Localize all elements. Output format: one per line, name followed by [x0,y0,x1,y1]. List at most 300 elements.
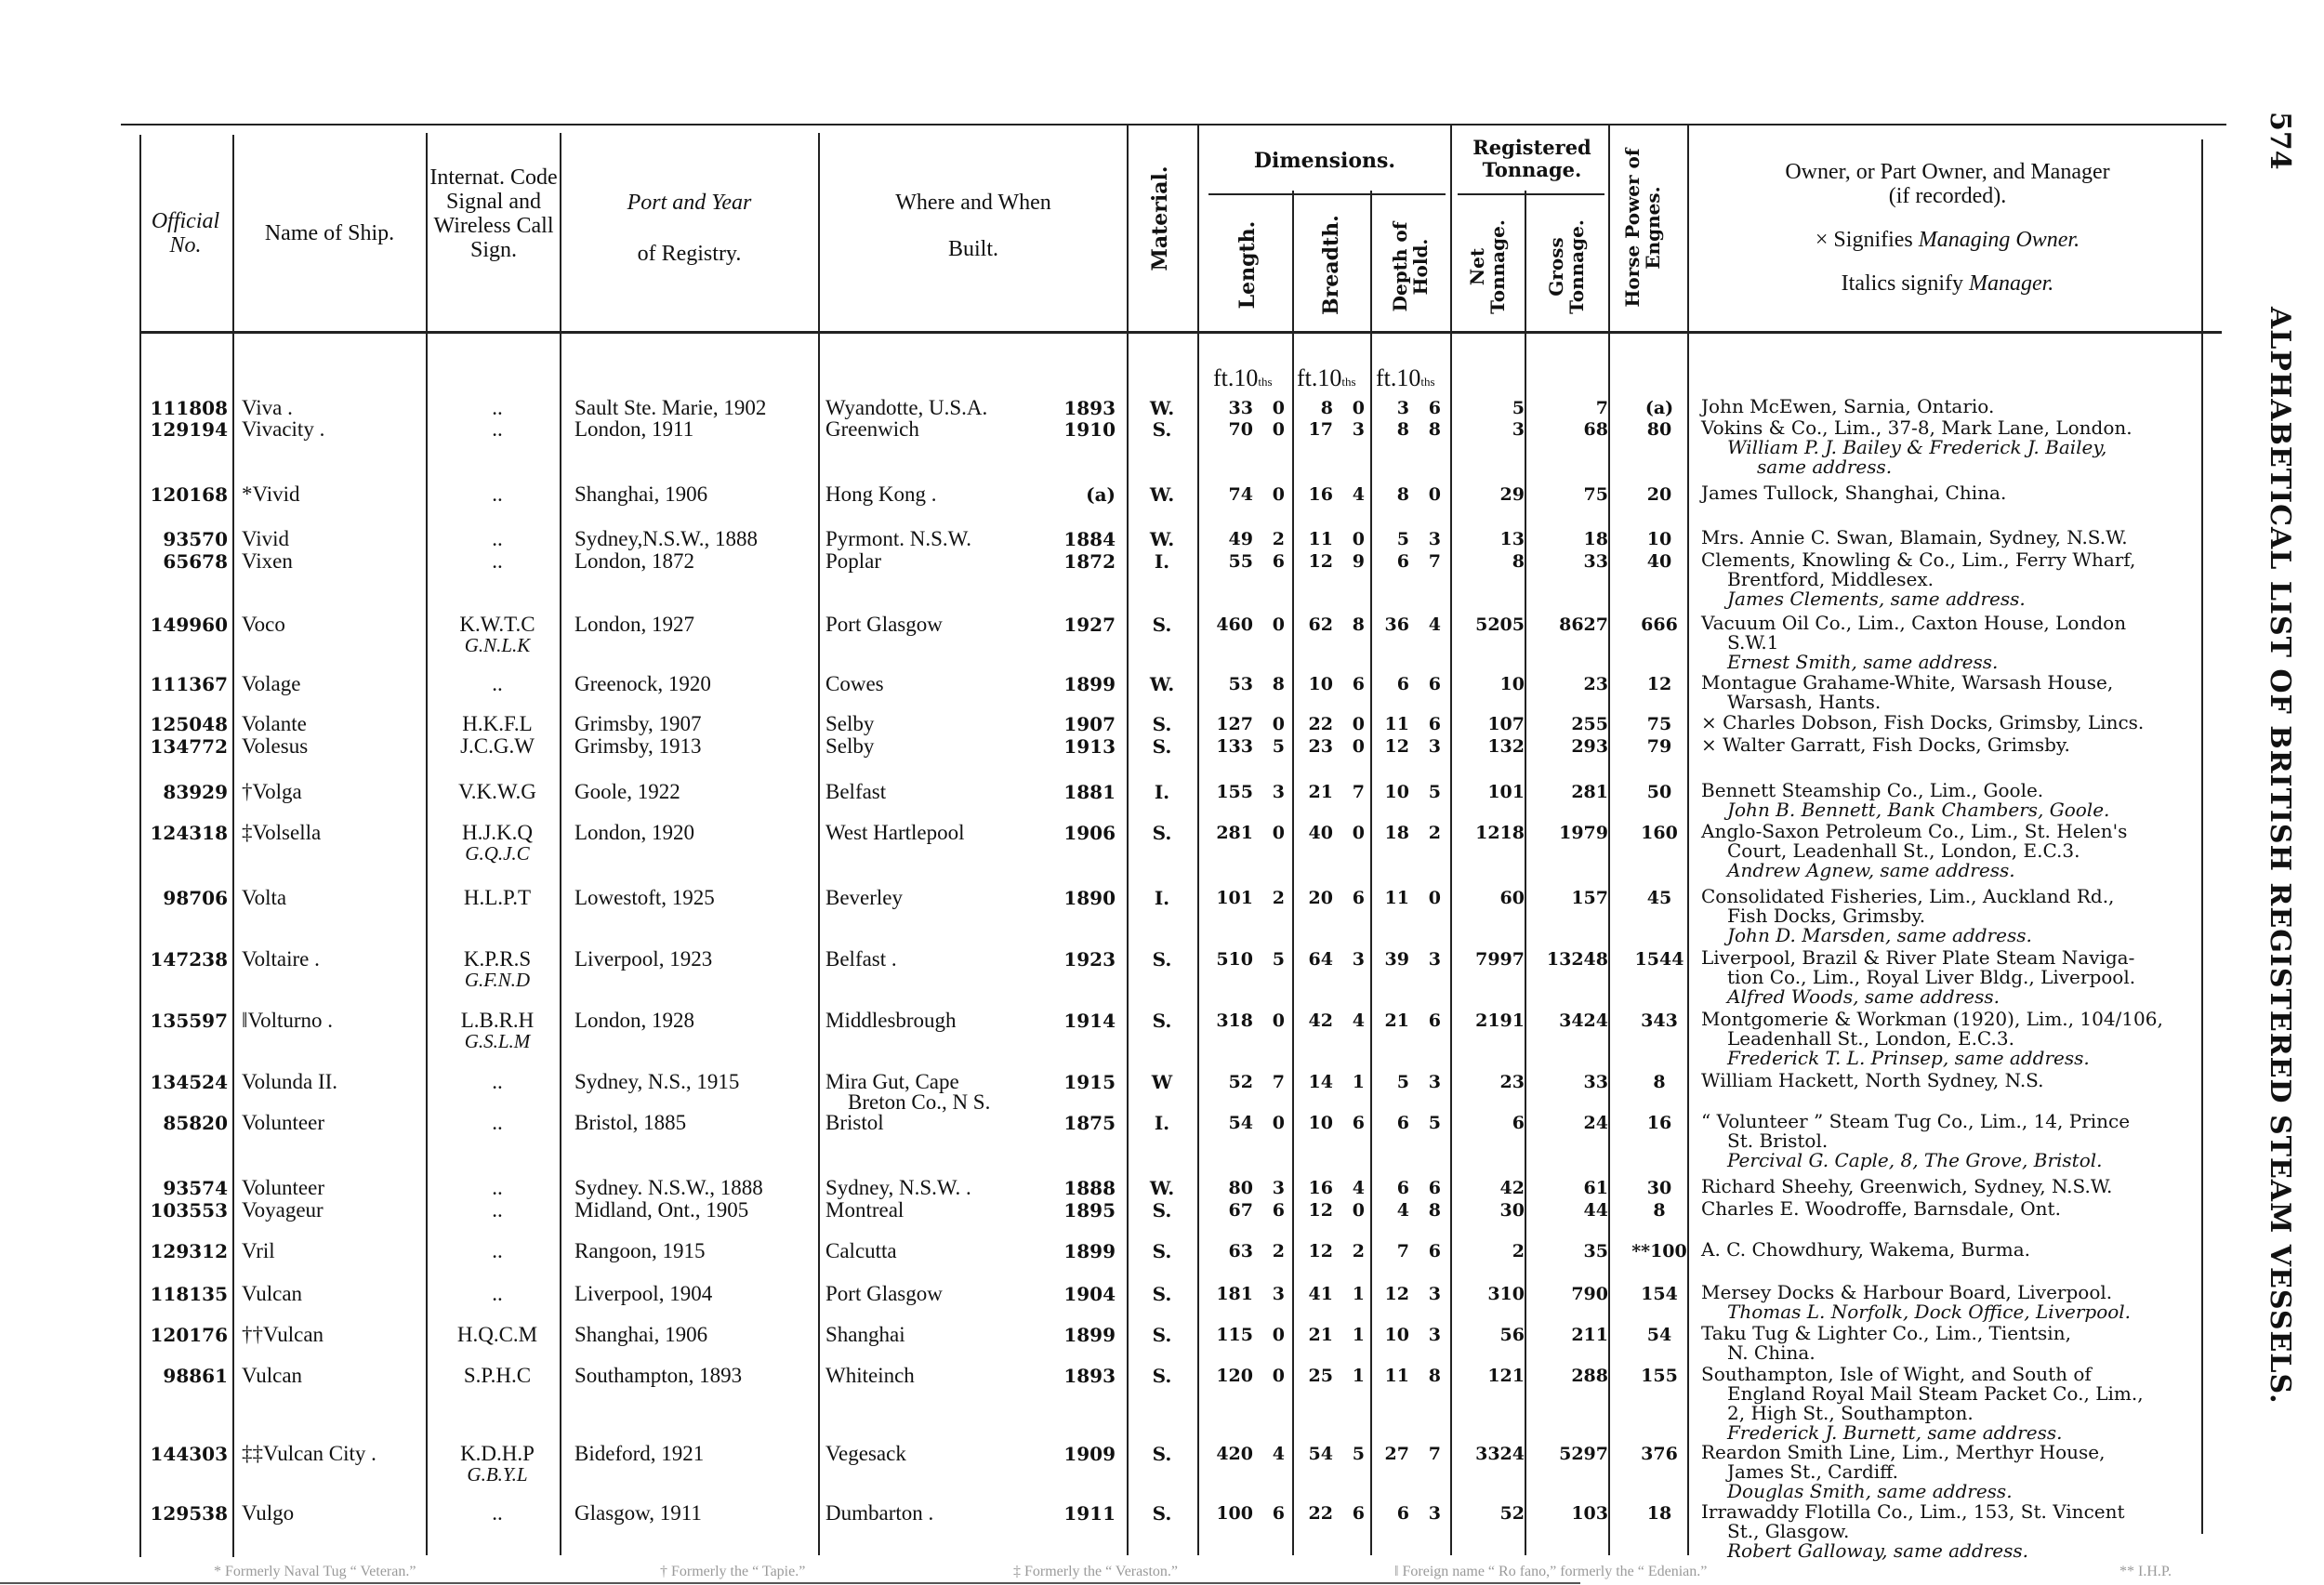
length-ft: 54 [1228,1113,1253,1133]
port-of-registry: Grimsby, 1913 [574,734,702,758]
depth-ft: 11 [1384,1366,1409,1386]
gross-tonnage: 288 [1571,1366,1608,1386]
where-built: Wyandotte, U.S.A. [825,396,988,419]
horse-power: 30 [1646,1178,1672,1198]
horse-power: 8 [1653,1200,1666,1221]
code-signal: S.P.H.C [463,1364,532,1387]
owner [1701,1177,2222,1196]
code-signal: K.D.H.P [460,1442,535,1465]
net-tonnage: 7997 [1475,949,1525,970]
net-tonnage: 5205 [1475,614,1525,635]
breadth-ft: 16 [1308,1178,1333,1198]
horse-power: 376 [1641,1444,1678,1464]
material: S. [1152,735,1172,758]
net-tonnage: 29 [1499,484,1525,505]
horse-power: 80 [1646,419,1672,440]
owner [1701,1240,2222,1260]
year-built: 1907 [1063,713,1116,735]
breadth-ft: 17 [1308,419,1333,440]
code-signal: K.P.R.S [463,947,532,971]
horse-power: 45 [1646,888,1672,908]
unit-breadth [1297,364,1356,392]
depth-ft: 6 [1396,1113,1409,1133]
port-of-registry: Liverpool, 1904 [574,1282,713,1305]
unit-ths: ths [1420,375,1435,389]
where-built: Dumbarton . [825,1501,934,1525]
horse-power: 20 [1646,484,1672,505]
footnote: ‡ Formerly the “ Veraston.” [1013,1564,1178,1579]
port-of-registry: London, 1920 [574,821,695,844]
length-tenths: 0 [1272,1325,1285,1345]
where-built: Greenwich [825,417,919,441]
col-divider [1292,191,1294,1555]
gross-tonnage: 1979 [1559,823,1608,843]
breadth-tenths: 8 [1352,614,1365,635]
wireless-call-sign: G.B.Y.L [467,1463,528,1486]
header-owner-italics-note [1692,271,2203,296]
length-tenths: 3 [1272,1284,1285,1304]
header-signal: Internat. Code Signal and Wireless Call Sign. [429,165,558,262]
year-built: 1893 [1063,1365,1116,1387]
code-signal: V.K.W.G [458,780,536,803]
owner-line: Montague Grahame-White, Warsash House, [1701,671,2114,693]
gross-tonnage: 157 [1571,888,1608,908]
gross-tonnage: 33 [1583,551,1608,572]
depth-tenths: 5 [1428,782,1441,802]
material: S. [1152,418,1172,441]
code-signal: .. [492,1198,503,1222]
gross-tonnage: 5297 [1559,1444,1608,1464]
year-built: 1927 [1063,614,1116,636]
depth-tenths: 6 [1428,1241,1441,1261]
length-tenths: 6 [1272,551,1285,572]
material: S. [1152,822,1172,844]
length-tenths: 6 [1272,1200,1285,1221]
official-number: 85820 [163,1112,228,1134]
code-signal: H.Q.C.M [456,1323,538,1346]
ship-name: Vivacity . [242,417,325,441]
code-signal: .. [492,396,503,419]
length-tenths: 8 [1272,674,1285,694]
header-length: Length. [1235,220,1260,310]
dimensions-underline [1208,193,1446,195]
owner-line: Warsash, Hants. [1727,691,1882,713]
depth-ft: 18 [1384,823,1409,843]
gross-tonnage: 75 [1583,484,1608,505]
owner-line: × Walter Garratt, Fish Docks, Grimsby. [1701,733,2070,756]
header-owner-2: (if recorded). [1888,184,2007,208]
gross-tonnage: 293 [1571,736,1608,757]
year-built: 1899 [1063,1324,1116,1346]
year-built: 1906 [1063,822,1116,844]
breadth-ft: 23 [1308,736,1333,757]
net-tonnage: 3324 [1475,1444,1525,1464]
owner [1701,483,2222,503]
col-divider [1608,124,1610,1555]
owner-line: Clements, Knowling & Co., Lim., Ferry Wharf, [1701,548,2136,571]
where-built: Montreal [825,1198,905,1222]
official-number: 149960 [150,614,228,636]
where-built: Cowes [825,672,884,695]
breadth-tenths: 0 [1352,714,1365,734]
net-tonnage: 30 [1499,1200,1525,1221]
official-number: 129538 [150,1502,228,1525]
length-tenths: 0 [1272,484,1285,505]
header-port-year-1: Port and Year [627,191,752,215]
manager-line: Frederick J. Burnett, same address. [1727,1421,2063,1444]
owner-line: Irrawaddy Flotilla Co., Lim., 153, St. Vincent [1701,1500,2125,1523]
gross-tonnage: 33 [1583,1072,1608,1092]
owner [1701,528,2222,548]
owner-line: Fish Docks, Grimsby. [1727,905,1926,927]
header-owner-managing-note [1692,228,2203,252]
owner-line: Richard Sheehy, Greenwich, Sydney, N.S.W. [1701,1175,2113,1197]
depth-tenths: 3 [1428,949,1441,970]
header-name-of-ship: Name of Ship. [264,221,395,245]
breadth-tenths: 6 [1352,1503,1365,1524]
net-tonnage: 101 [1487,782,1525,802]
breadth-tenths: 3 [1352,419,1365,440]
unit-length [1213,364,1273,392]
year-built: 1884 [1063,528,1116,550]
gross-tonnage: 24 [1583,1113,1608,1133]
breadth-tenths: 0 [1352,529,1365,549]
code-signal: .. [492,1176,503,1199]
unit-10: 10 [1234,364,1259,391]
code-signal: .. [492,527,503,550]
length-ft: 74 [1228,484,1253,505]
unit-10: 10 [1317,364,1342,391]
unit-ft: ft. [1376,364,1397,391]
length-tenths: 3 [1272,782,1285,802]
code-signal: K.W.T.C [459,613,535,636]
horse-power: 160 [1641,823,1678,843]
manager-line: Alfred Woods, same address. [1727,985,2000,1008]
code-signal: .. [492,1070,503,1093]
port-of-registry: Midland, Ont., 1905 [574,1198,749,1222]
port-of-registry: Sydney, N.S., 1915 [574,1070,740,1093]
breadth-ft: 21 [1308,1325,1333,1345]
depth-tenths: 7 [1428,551,1441,572]
depth-ft: 5 [1396,529,1409,549]
year-built: 1890 [1063,887,1116,909]
port-of-registry: Liverpool, 1923 [574,947,713,971]
depth-tenths: 3 [1428,1284,1441,1304]
length-ft: 133 [1216,736,1253,757]
port-of-registry: Lowestoft, 1925 [574,886,715,909]
breadth-ft: 11 [1308,529,1333,549]
ship-name: Vulcan [242,1282,303,1305]
breadth-ft: 14 [1308,1072,1333,1092]
ship-name: Volunteer [242,1176,325,1199]
breadth-tenths: 0 [1352,736,1365,757]
length-ft: 318 [1216,1010,1253,1031]
length-tenths: 0 [1272,1113,1285,1133]
where-built: Bristol [825,1111,884,1134]
port-of-registry: Shanghai, 1906 [574,482,708,506]
where-built: Shanghai [825,1323,905,1346]
official-number: 124318 [150,822,228,844]
depth-ft: 4 [1396,1200,1409,1221]
owner-line: Charles E. Woodroffe, Barnsdale, Ont. [1701,1197,2061,1220]
official-number: 120176 [150,1324,228,1346]
gross-tonnage: 255 [1571,714,1608,734]
official-number: 103553 [150,1199,228,1222]
code-signal: .. [492,417,503,441]
breadth-tenths: 1 [1352,1284,1365,1304]
depth-ft: 36 [1384,614,1409,635]
official-number: 144303 [150,1443,228,1465]
unit-ft: ft. [1213,364,1235,391]
breadth-tenths: 6 [1352,888,1365,908]
code-signal: H.L.P.T [463,886,532,909]
net-tonnage: 3 [1512,419,1525,440]
official-number: 134772 [150,735,228,758]
official-number: 129194 [150,418,228,441]
breadth-tenths: 0 [1352,823,1365,843]
net-tonnage: 5 [1512,398,1525,418]
material: I. [1154,781,1170,803]
ship-name: ‖Volturno . [242,1009,334,1032]
owner-line: James Tullock, Shanghai, China. [1701,482,2007,504]
net-tonnage: 10 [1499,674,1525,694]
where-built: Poplar [825,549,882,573]
owner-line: Leadenhall St., London, E.C.3. [1727,1027,2014,1050]
col-divider [1197,124,1199,1555]
ship-name: Vivid [242,527,290,550]
owner [1701,1283,2222,1322]
year-built: 1913 [1063,735,1116,758]
length-tenths: 2 [1272,888,1285,908]
horse-power: 666 [1641,614,1678,635]
owner [1701,887,2222,945]
where-built: Beverley [825,886,904,909]
code-signal: .. [492,1239,503,1262]
length-tenths: 6 [1272,1503,1285,1524]
owner [1701,418,2222,477]
official-number: 120168 [150,483,228,506]
length-ft: 49 [1228,529,1253,549]
header-net-tonnage: Net Tonnage. [1466,219,1509,314]
year-built: 1923 [1063,948,1116,971]
manager-line: Robert Galloway, same address. [1727,1539,2028,1562]
unit-10: 10 [1396,364,1421,391]
year-built: 1911 [1063,1502,1116,1525]
year-built: 1888 [1063,1177,1116,1199]
material: S. [1152,1502,1172,1525]
page-number [2264,112,2296,170]
official-number: 98706 [163,887,228,909]
col-divider [818,133,820,1555]
owner [1701,1324,2222,1363]
breadth-tenths: 2 [1352,1241,1365,1261]
material: W. [1149,673,1175,695]
breadth-ft: 64 [1308,949,1333,970]
net-tonnage: 107 [1487,714,1525,734]
ship-name: Volunteer [242,1111,325,1134]
material: S. [1152,1010,1172,1032]
horse-power: 50 [1646,782,1672,802]
horse-power: 12 [1646,674,1672,694]
depth-tenths: 6 [1428,714,1441,734]
horse-power: 1544 [1634,949,1684,970]
manager-line: Andrew Agnew, same address. [1727,859,2015,881]
owner-line: St., Glasgow. [1727,1520,1850,1542]
material: W. [1149,397,1175,419]
depth-tenths: 8 [1428,1366,1441,1386]
length-ft: 460 [1216,614,1253,635]
wireless-call-sign: G.S.L.M [464,1030,531,1052]
wireless-call-sign: G.Q.J.C [465,842,530,865]
length-tenths: 0 [1272,823,1285,843]
ship-name: Vulgo [242,1501,295,1525]
net-tonnage: 310 [1487,1284,1525,1304]
port-of-registry: London, 1927 [574,613,695,636]
net-tonnage: 2191 [1475,1010,1525,1031]
italics-note-italic: Manager. [1968,271,2054,296]
official-number: 83929 [163,781,228,803]
breadth-ft: 25 [1308,1366,1333,1386]
horse-power: **100 [1631,1241,1687,1261]
depth-tenths: 3 [1428,1325,1441,1345]
italics-note-prefix: Italics signify [1841,271,1969,296]
gross-tonnage: 103 [1571,1503,1608,1524]
where-built: Pyrmont. N.S.W. [825,527,971,550]
length-tenths: 2 [1272,529,1285,549]
breadth-tenths: 1 [1352,1072,1365,1092]
material: W. [1149,528,1175,550]
depth-tenths: 3 [1428,529,1441,549]
depth-tenths: 7 [1428,1444,1441,1464]
port-of-registry: Grimsby, 1907 [574,712,702,735]
where-built: Port Glasgow [825,613,943,636]
table-bottom-rule [0,1582,1580,1584]
length-tenths: 2 [1272,1241,1285,1261]
port-of-registry: London, 1911 [574,417,694,441]
breadth-tenths: 0 [1352,398,1365,418]
gross-tonnage: 44 [1583,1200,1608,1221]
material: S. [1152,713,1172,735]
official-number: 125048 [150,713,228,735]
length-tenths: 0 [1272,398,1285,418]
port-of-registry: Southampton, 1893 [574,1364,743,1387]
horse-power: 155 [1641,1366,1678,1386]
col-divider [1450,124,1452,1555]
material: S. [1152,1240,1172,1262]
official-number: 111367 [150,673,228,695]
owner-line: 2, High St., Southampton. [1727,1402,1974,1424]
breadth-ft: 12 [1308,1200,1333,1221]
length-ft: 281 [1216,823,1253,843]
ship-name: Volante [242,712,307,735]
unit-ths: ths [1341,375,1356,389]
where-built: Hong Kong . [825,482,937,506]
depth-ft: 6 [1396,1503,1409,1524]
year-built: 1895 [1063,1199,1116,1222]
gross-tonnage: 13248 [1546,949,1608,970]
breadth-ft: 22 [1308,714,1333,734]
official-number: 118135 [150,1283,228,1305]
where-built-cont: Breton Co., N S. [848,1090,991,1114]
official-number: 98861 [163,1365,228,1387]
length-tenths: 0 [1272,419,1285,440]
material: S. [1152,1365,1172,1387]
depth-ft: 7 [1396,1241,1409,1261]
owner-line: Mrs. Annie C. Swan, Blamain, Sydney, N.S.W. [1701,526,2128,548]
official-number: 93574 [163,1177,228,1199]
length-tenths: 7 [1272,1072,1285,1092]
length-ft: 127 [1216,714,1253,734]
port-of-registry: Bristol, 1885 [574,1111,687,1134]
ship-name: Vixen [242,549,293,573]
manager-line: William P. J. Bailey & Frederick J. Bailey, [1727,436,2107,458]
breadth-ft: 22 [1308,1503,1333,1524]
gross-tonnage: 23 [1583,674,1608,694]
gross-tonnage: 7 [1595,398,1608,418]
year-built: 1899 [1063,673,1116,695]
breadth-tenths: 0 [1352,1200,1365,1221]
unit-ths: ths [1258,375,1273,389]
header-port-year-2: of Registry. [637,242,742,266]
gross-tonnage: 211 [1571,1325,1608,1345]
owner-line: Liverpool, Brazil & River Plate Steam Naviga- [1701,946,2135,969]
net-tonnage: 6 [1512,1113,1525,1133]
owner-line: Southampton, Isle of Wight, and South of [1701,1363,2092,1385]
depth-ft: 12 [1384,736,1409,757]
owner-line: × Charles Dobson, Fish Docks, Grimsby, Lincs. [1701,711,2145,733]
code-signal: .. [492,1501,503,1525]
depth-ft: 11 [1384,888,1409,908]
port-of-registry: Greenock, 1920 [574,672,711,695]
header-official-no: Official No. [151,209,220,258]
breadth-ft: 41 [1308,1284,1333,1304]
where-built: Belfast . [825,947,897,971]
ship-name: Volta [242,886,287,909]
depth-tenths: 8 [1428,419,1441,440]
breadth-tenths: 7 [1352,782,1365,802]
owner-line: Vokins & Co., Lim., 37-8, Mark Lane, London. [1701,416,2133,439]
depth-ft: 11 [1384,714,1409,734]
horse-power: 343 [1641,1010,1678,1031]
manager-line: John B. Bennett, Bank Chambers, Goole. [1727,799,2110,821]
wireless-call-sign: G.N.L.K [464,634,531,656]
length-tenths: 5 [1272,736,1285,757]
breadth-tenths: 1 [1352,1325,1365,1345]
header-material: Material. [1148,165,1172,271]
depth-ft: 6 [1396,1178,1409,1198]
where-built: Mira Gut, Cape [825,1070,959,1093]
port-of-registry: Glasgow, 1911 [574,1501,702,1525]
ship-name: †Volga [242,780,302,803]
owner-line: Reardon Smith Line, Lim., Merthyr House, [1701,1441,2106,1463]
depth-tenths: 4 [1428,614,1441,635]
breadth-ft: 62 [1308,614,1333,635]
footnote: ‖ Foreign name “ Ro fano,” formerly the “ Edenian.” [1394,1564,1708,1579]
owner-line: tion Co., Lim., Royal Liver Bldg., Liverpool. [1727,966,2136,988]
col-divider [232,135,234,1557]
manager-line: James Clements, same address. [1727,588,2026,610]
unit-depth [1376,364,1435,392]
owner [1701,948,2222,1007]
net-tonnage: 56 [1499,1325,1525,1345]
material: I. [1154,550,1170,573]
depth-ft: 5 [1396,1072,1409,1092]
port-of-registry: London, 1872 [574,549,695,573]
horse-power: 79 [1646,736,1672,757]
breadth-ft: 20 [1308,888,1333,908]
ship-name: ‡‡Vulcan City . [242,1442,376,1465]
breadth-tenths: 9 [1352,551,1365,572]
